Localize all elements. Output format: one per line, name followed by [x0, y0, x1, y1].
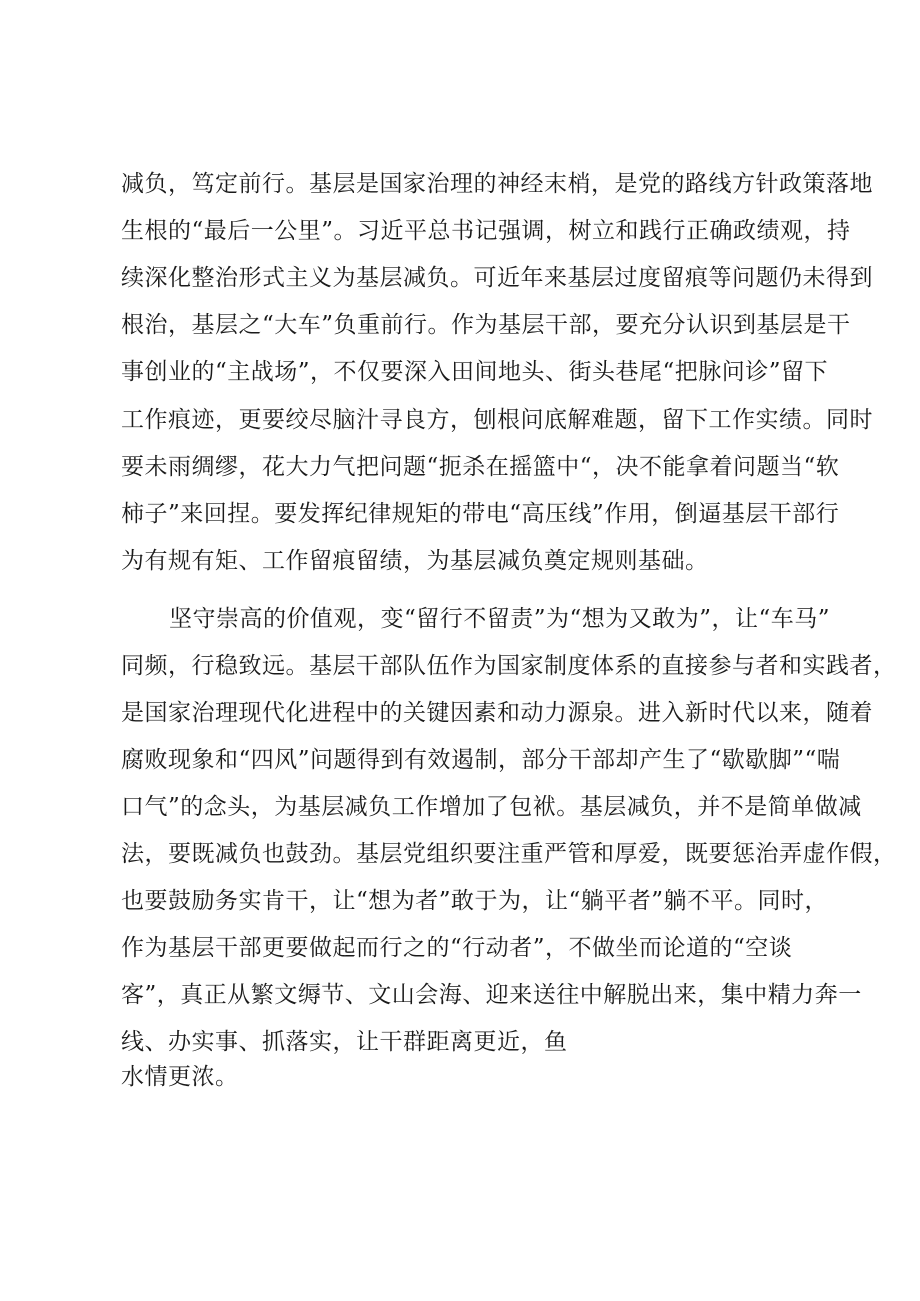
paragraph-2-line-7: 也要鼓励务实肯干，让“想为者”敢于为，让“躺平者”躺不平。同时，	[121, 888, 829, 914]
paragraph-2-line-6: 法，要既减负也鼓劲。基层党组织要注重严管和厚爱，既要惩治弄虚作假，	[121, 841, 897, 867]
paragraph-1-line-7: 要未雨绸缪，花大力气把问题“扼杀在摇篮中“，决不能拿着问题当“软	[121, 454, 840, 480]
paragraph-2-line-3: 是国家治理现代化进程中的关键因素和动力源泉。进入新时代以来，随着	[121, 700, 873, 726]
paragraph-1-line-3: 续深化整治形式主义为基层减负。可近年来基层过度留痕等问题仍未得到	[121, 265, 873, 291]
paragraph-2-line-8: 作为基层干部更要做起而行之的“行动者”，不做坐而论道的“空谈	[121, 935, 793, 961]
paragraph-2-line-10: 线、办实事、抓落实，让干群距离更近，鱼	[121, 1029, 568, 1055]
paragraph-2-line-9: 客”，真正从繁文缛节、文山会海、迎来送往中解脱出来，集中精力奔一	[121, 982, 862, 1008]
paragraph-1-line-2: 生根的“最后一公里”。习近平总书记强调，树立和践行正确政绩观，持	[121, 218, 851, 244]
paragraph-1-line-6: 工作痕迹，更要绞尽脑汁寻良方，刨根问底解难题，留下工作实绩。同时	[121, 407, 873, 433]
paragraph-2-line-11: 水情更浓。	[121, 1064, 239, 1090]
paragraph-1-line-8: 柿子”来回捏。要发挥纪律规矩的带电“高压线”作用，倒逼基层干部行	[121, 501, 840, 527]
paragraph-1-line-1: 减负，笃定前行。基层是国家治理的神经末梢，是党的路线方针政策落地	[121, 171, 873, 197]
paragraph-2-line-1: 坚守崇高的价值观，变“留行不留责”为“想为又敢为”，让“车马”	[169, 606, 831, 632]
paragraph-2-line-5: 口气”的念头，为基层减负工作增加了包袱。基层减负，并不是简单做减	[121, 794, 862, 820]
paragraph-1-line-5: 事创业的“主战场”，不仅要深入田间地头、街头巷尾“把脉问诊”留下	[121, 359, 829, 385]
paragraph-2-line-4: 腐败现象和“四风”问题得到有效遏制，部分干部却产生了“歇歇脚”“喘	[121, 747, 841, 773]
paragraph-1-line-4: 根治，基层之“大车”负重前行。作为基层干部，要充分认识到基层是干	[121, 312, 851, 338]
paragraph-1-line-9: 为有规有矩、工作留痕留绩，为基层减负奠定规则基础。	[121, 548, 709, 574]
paragraph-2-line-2: 同频，行稳致远。基层干部队伍作为国家制度体系的直接参与者和实践者，	[121, 653, 897, 679]
